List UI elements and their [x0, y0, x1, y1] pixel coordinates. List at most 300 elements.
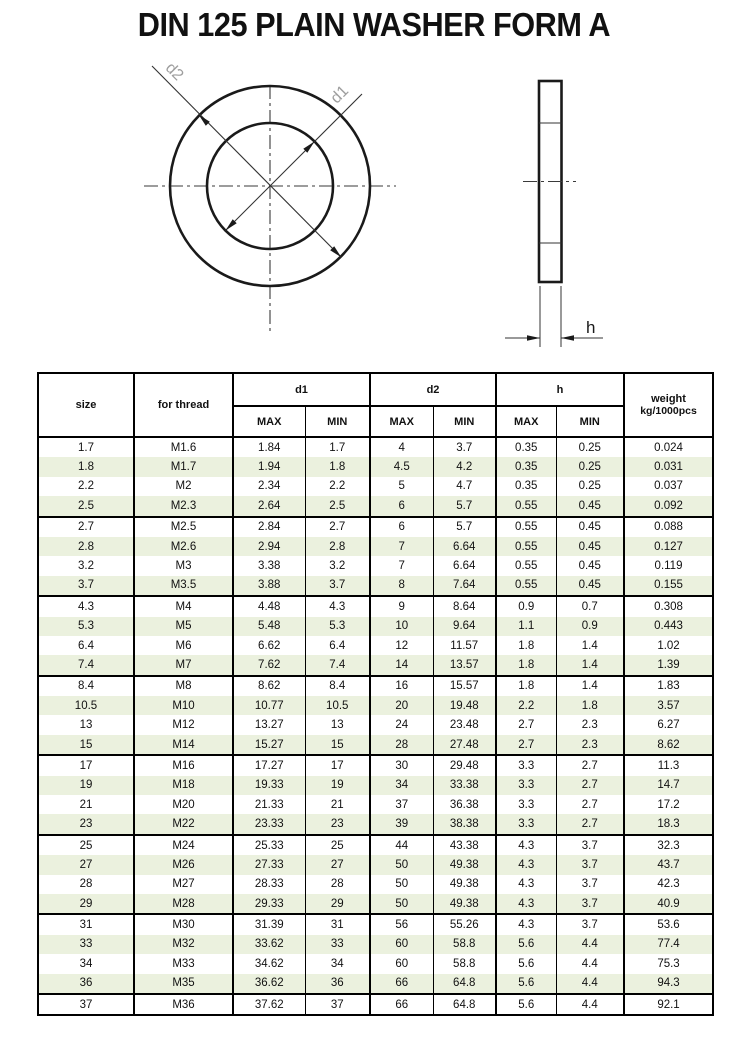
table-cell: 5.6	[496, 954, 556, 973]
table-cell: 29	[305, 894, 370, 914]
table-cell: 40.9	[657, 897, 680, 910]
table-row	[38, 954, 713, 973]
table-cell: 0.55	[496, 517, 556, 537]
table-row	[38, 715, 713, 734]
table-cell: 34	[38, 954, 134, 973]
table-cell: 7.64	[433, 576, 496, 596]
table-cell: 66	[370, 974, 433, 994]
table-row	[38, 676, 713, 696]
table-cell: M10	[134, 696, 233, 715]
table-cell: 4.3	[496, 914, 556, 934]
table-row	[38, 537, 713, 556]
table-cell: M5	[134, 617, 233, 636]
table-cell: 2.2	[305, 477, 370, 496]
table-cell: 11.3	[657, 759, 680, 772]
table-cell: 2.34	[233, 477, 305, 496]
table-cell: 2.8	[38, 537, 134, 556]
table-cell: 6.62	[233, 636, 305, 655]
table-cell: 3.88	[233, 576, 305, 596]
table-cell: 10	[370, 617, 433, 636]
table-row	[38, 655, 713, 675]
table-cell: M7	[134, 655, 233, 675]
table-row	[38, 696, 713, 715]
table-cell: 0.443	[654, 620, 683, 633]
table-row	[38, 914, 713, 934]
d1-label: d1	[327, 82, 353, 108]
table-cell: 33.38	[433, 776, 496, 795]
table-cell: 0.031	[654, 461, 683, 474]
table-cell: 27	[305, 855, 370, 874]
table-cell: M32	[134, 935, 233, 954]
table-cell: 0.088	[654, 521, 683, 534]
table-cell: 19	[305, 776, 370, 795]
table-cell: 33	[38, 935, 134, 954]
table-cell: 3.38	[233, 556, 305, 575]
table-cell: 5.6	[496, 974, 556, 994]
table-cell: 44	[370, 835, 433, 855]
table-row	[38, 576, 713, 596]
table-cell: 10.5	[305, 696, 370, 715]
table-row	[38, 735, 713, 755]
table-cell: 19.33	[233, 776, 305, 795]
table-cell: 3.57	[657, 699, 680, 712]
table-cell: 3.7	[433, 437, 496, 457]
table-cell: 28	[38, 875, 134, 894]
table-cell: 2.7	[38, 517, 134, 537]
table-cell: 58.8	[433, 935, 496, 954]
table-cell: 42.3	[657, 878, 680, 891]
table-cell: 3.7	[556, 894, 624, 914]
technical-drawing	[0, 50, 748, 372]
table-cell: 8.64	[433, 596, 496, 616]
table-cell: 2.2	[38, 477, 134, 496]
table-cell: 2.2	[496, 696, 556, 715]
table-cell: 0.024	[654, 441, 683, 454]
table-cell: 50	[370, 855, 433, 874]
weight-label-line1: weight	[651, 393, 686, 405]
table-cell: M18	[134, 776, 233, 795]
table-cell: 43.7	[657, 858, 680, 871]
table-cell: 4.3	[305, 596, 370, 616]
table-cell: M2.5	[134, 517, 233, 537]
table-cell: 29.33	[233, 894, 305, 914]
table-cell: 5.6	[496, 994, 556, 1015]
table-cell: 8.62	[657, 738, 680, 751]
table-cell: M6	[134, 636, 233, 655]
table-cell: 14	[370, 655, 433, 675]
table-cell: 15	[305, 735, 370, 755]
table-cell: 6	[370, 517, 433, 537]
table-cell: 6	[370, 496, 433, 516]
table-cell: 1.02	[657, 639, 680, 652]
table-cell: 4.3	[496, 894, 556, 914]
table-cell: 60	[370, 935, 433, 954]
table-cell: 64.8	[433, 994, 496, 1015]
col-header-size: size	[38, 373, 134, 437]
table-cell: 3.7	[556, 855, 624, 874]
table-cell: 5.7	[433, 496, 496, 516]
table-row	[38, 814, 713, 834]
table-cell: 0.55	[496, 576, 556, 596]
table-cell: 17.27	[233, 755, 305, 775]
table-cell: 0.45	[556, 576, 624, 596]
table-cell: 2.8	[305, 537, 370, 556]
table-cell: 2.84	[233, 517, 305, 537]
table-cell: M14	[134, 735, 233, 755]
table-cell: 23.48	[433, 715, 496, 734]
table-cell: 1.83	[657, 680, 680, 693]
col-header-d2: d2	[370, 373, 496, 406]
table-cell: 21.33	[233, 795, 305, 814]
table-cell: 13	[38, 715, 134, 734]
table-cell: 77.4	[657, 938, 680, 951]
table-cell: 34.62	[233, 954, 305, 973]
table-cell: M12	[134, 715, 233, 734]
table-cell: 0.155	[654, 579, 683, 592]
table-cell: 31	[38, 914, 134, 934]
table-cell: M2	[134, 477, 233, 496]
table-cell: 0.45	[556, 556, 624, 575]
table-cell: 3.3	[496, 755, 556, 775]
table-cell: 16	[370, 676, 433, 696]
table-cell: 7.62	[233, 655, 305, 675]
d2-label: d2	[161, 59, 187, 85]
table-cell: M22	[134, 814, 233, 834]
table-cell: 1.1	[496, 617, 556, 636]
table-cell: 50	[370, 875, 433, 894]
table-cell: 11.57	[433, 636, 496, 655]
table-cell: 3.2	[305, 556, 370, 575]
table-cell: M8	[134, 676, 233, 696]
table-cell: 1.8	[496, 655, 556, 675]
table-row	[38, 437, 713, 457]
table-cell: 3.7	[38, 576, 134, 596]
washer-side-view	[505, 81, 603, 347]
table-cell: 6.4	[38, 636, 134, 655]
table-cell: M26	[134, 855, 233, 874]
col-header-d1: d1	[233, 373, 370, 406]
table-cell: 4.7	[433, 477, 496, 496]
table-row	[38, 894, 713, 914]
table-cell: 28.33	[233, 875, 305, 894]
table-cell: M20	[134, 795, 233, 814]
table-cell: 6.27	[657, 719, 680, 732]
col-header-h-min: MIN	[556, 406, 624, 437]
table-cell: 8	[370, 576, 433, 596]
table-cell: 34	[305, 954, 370, 973]
table-cell: 49.38	[433, 875, 496, 894]
table-row	[38, 795, 713, 814]
table-cell: 1.4	[556, 636, 624, 655]
table-cell: 0.25	[556, 457, 624, 476]
table-cell: 36.62	[233, 974, 305, 994]
table-cell: 4.3	[496, 875, 556, 894]
table-cell: 25	[305, 835, 370, 855]
table-cell: 13	[305, 715, 370, 734]
table-cell: 49.38	[433, 894, 496, 914]
table-cell: 58.8	[433, 954, 496, 973]
table-cell: 30	[370, 755, 433, 775]
table-cell: 7	[370, 537, 433, 556]
table-cell: 8.4	[38, 676, 134, 696]
table-cell: 0.35	[496, 457, 556, 476]
weight-label-line2: kg/1000pcs	[640, 405, 697, 417]
col-header-d2-min: MIN	[433, 406, 496, 437]
table-cell: M3.5	[134, 576, 233, 596]
table-cell: 17.2	[657, 798, 680, 811]
spec-table-body	[38, 437, 713, 1015]
table-cell: 94.3	[657, 977, 680, 990]
table-cell: 1.8	[556, 696, 624, 715]
table-cell: 18.3	[657, 818, 680, 831]
table-cell: M33	[134, 954, 233, 973]
table-cell: 24	[370, 715, 433, 734]
table-row	[38, 994, 713, 1015]
table-cell: 4	[370, 437, 433, 457]
page-title	[0, 6, 748, 44]
table-row	[38, 855, 713, 874]
table-row	[38, 636, 713, 655]
table-cell: 19.48	[433, 696, 496, 715]
table-cell: 36	[38, 974, 134, 994]
table-cell: 2.64	[233, 496, 305, 516]
table-cell: 64.8	[433, 974, 496, 994]
table-cell: 2.94	[233, 537, 305, 556]
table-cell: 0.45	[556, 517, 624, 537]
table-row	[38, 935, 713, 954]
table-cell: 17	[38, 755, 134, 775]
table-cell: 2.7	[496, 715, 556, 734]
table-cell: 15.57	[433, 676, 496, 696]
d2-arrowhead-top	[199, 115, 210, 126]
table-cell: 5.48	[233, 617, 305, 636]
table-cell: 1.94	[233, 457, 305, 476]
page-title-text: DIN 125 PLAIN WASHER FORM A	[137, 6, 611, 43]
table-cell: 36	[305, 974, 370, 994]
table-cell: 21	[38, 795, 134, 814]
table-cell: 6.64	[433, 537, 496, 556]
table-row	[38, 875, 713, 894]
table-cell: 4.4	[556, 954, 624, 973]
table-cell: 5.3	[38, 617, 134, 636]
table-cell: 28	[370, 735, 433, 755]
table-cell: 0.25	[556, 437, 624, 457]
table-cell: 2.7	[556, 814, 624, 834]
table-cell: 34	[370, 776, 433, 795]
h-label: h	[586, 318, 596, 337]
table-cell: 23	[305, 814, 370, 834]
table-cell: 75.3	[657, 957, 680, 970]
table-cell: 1.8	[496, 636, 556, 655]
table-cell: 0.127	[654, 540, 683, 553]
table-cell: 56	[370, 914, 433, 934]
table-cell: 6.4	[305, 636, 370, 655]
table-cell: 4.5	[370, 457, 433, 476]
table-cell: 43.38	[433, 835, 496, 855]
table-cell: 4.2	[433, 457, 496, 476]
table-cell: M2.6	[134, 537, 233, 556]
table-cell: 0.9	[556, 617, 624, 636]
table-cell: 3.3	[496, 814, 556, 834]
table-cell: 17	[305, 755, 370, 775]
table-cell: 1.84	[233, 437, 305, 457]
table-cell: 29	[38, 894, 134, 914]
table-cell: M16	[134, 755, 233, 775]
table-cell: 7.4	[305, 655, 370, 675]
table-cell: 1.7	[38, 437, 134, 457]
table-cell: M1.6	[134, 437, 233, 457]
table-cell: 25	[38, 835, 134, 855]
table-cell: 15	[38, 735, 134, 755]
table-cell: 2.5	[38, 496, 134, 516]
table-cell: 3.2	[38, 556, 134, 575]
table-cell: M1.7	[134, 457, 233, 476]
table-cell: 0.037	[654, 480, 683, 493]
table-cell: M36	[134, 994, 233, 1015]
table-cell: 29.48	[433, 755, 496, 775]
table-cell: 9	[370, 596, 433, 616]
col-header-for-thread: for thread	[134, 373, 233, 437]
col-header-d1-max: MAX	[233, 406, 305, 437]
table-cell: 5.6	[496, 935, 556, 954]
table-cell: 1.8	[38, 457, 134, 476]
table-cell: 37	[38, 994, 134, 1015]
table-cell: 2.7	[556, 795, 624, 814]
table-cell: 0.35	[496, 437, 556, 457]
table-cell: 2.5	[305, 496, 370, 516]
table-cell: 14.7	[657, 779, 680, 792]
table-cell: 0.55	[496, 537, 556, 556]
table-cell: 4.4	[556, 935, 624, 954]
table-cell: 0.45	[556, 537, 624, 556]
table-row	[38, 974, 713, 994]
table-cell: 7	[370, 556, 433, 575]
table-cell: 39	[370, 814, 433, 834]
table-row	[38, 596, 713, 616]
table-cell: 13.27	[233, 715, 305, 734]
table-cell: 3.7	[305, 576, 370, 596]
table-cell: 33	[305, 935, 370, 954]
table-cell: 3.7	[556, 835, 624, 855]
table-cell: 21	[305, 795, 370, 814]
table-cell: 4.4	[556, 974, 624, 994]
table-cell: 20	[370, 696, 433, 715]
table-cell: 0.55	[496, 556, 556, 575]
table-row	[38, 496, 713, 516]
table-cell: 4.3	[38, 596, 134, 616]
table-cell: 1.4	[556, 655, 624, 675]
table-cell: 2.3	[556, 735, 624, 755]
table-cell: 38.38	[433, 814, 496, 834]
h-arrowhead-right	[561, 335, 574, 340]
table-cell: 1.39	[657, 658, 680, 671]
table-cell: 7.4	[38, 655, 134, 675]
table-cell: 0.45	[556, 496, 624, 516]
col-header-d1-min: MIN	[305, 406, 370, 437]
col-header-h-max: MAX	[496, 406, 556, 437]
table-cell: 27.48	[433, 735, 496, 755]
table-cell: 23	[38, 814, 134, 834]
table-cell: 31	[305, 914, 370, 934]
table-cell: 37	[305, 994, 370, 1015]
table-cell: 0.308	[654, 600, 683, 613]
table-cell: M27	[134, 875, 233, 894]
table-row	[38, 835, 713, 855]
table-cell: 8.4	[305, 676, 370, 696]
table-cell: 27	[38, 855, 134, 874]
table-cell: 50	[370, 894, 433, 914]
table-cell: 1.8	[305, 457, 370, 476]
table-cell: 37.62	[233, 994, 305, 1015]
table-cell: 27.33	[233, 855, 305, 874]
table-cell: 37	[370, 795, 433, 814]
table-cell: M4	[134, 596, 233, 616]
table-cell: 3.7	[556, 914, 624, 934]
table-row	[38, 755, 713, 775]
table-cell: 0.7	[556, 596, 624, 616]
table-cell: 2.7	[556, 755, 624, 775]
washer-spec-table	[37, 372, 714, 1016]
table-cell: 2.7	[496, 735, 556, 755]
table-cell: 1.7	[305, 437, 370, 457]
table-cell: M3	[134, 556, 233, 575]
table-cell: 49.38	[433, 855, 496, 874]
table-cell: 10.77	[233, 696, 305, 715]
table-row	[38, 457, 713, 476]
table-cell: 4.48	[233, 596, 305, 616]
table-cell: 55.26	[433, 914, 496, 934]
table-cell: 10.5	[38, 696, 134, 715]
table-cell: 4.4	[556, 994, 624, 1015]
table-cell: 25.33	[233, 835, 305, 855]
table-cell: 5	[370, 477, 433, 496]
table-cell: 13.57	[433, 655, 496, 675]
table-cell: M35	[134, 974, 233, 994]
table-cell: 66	[370, 994, 433, 1015]
table-cell: 36.38	[433, 795, 496, 814]
table-cell: M28	[134, 894, 233, 914]
table-cell: 3.3	[496, 795, 556, 814]
table-cell: 19	[38, 776, 134, 795]
table-cell: 23.33	[233, 814, 305, 834]
table-cell: 0.25	[556, 477, 624, 496]
table-cell: M30	[134, 914, 233, 934]
table-cell: 0.092	[654, 499, 683, 512]
table-cell: 2.7	[305, 517, 370, 537]
table-cell: 33.62	[233, 935, 305, 954]
table-cell: 4.3	[496, 835, 556, 855]
table-cell: 12	[370, 636, 433, 655]
table-row	[38, 517, 713, 537]
washer-front-view	[144, 60, 396, 331]
table-cell: 4.3	[496, 855, 556, 874]
table-row	[38, 556, 713, 575]
table-cell: 0.35	[496, 477, 556, 496]
col-header-h: h	[496, 373, 624, 406]
table-cell: 31.39	[233, 914, 305, 934]
table-cell: 3.3	[496, 776, 556, 795]
table-cell: 9.64	[433, 617, 496, 636]
h-arrowhead-left	[527, 335, 540, 340]
table-cell: 3.7	[556, 875, 624, 894]
table-cell: 92.1	[657, 998, 680, 1011]
table-row	[38, 617, 713, 636]
table-cell: 53.6	[657, 919, 680, 932]
table-cell: M24	[134, 835, 233, 855]
table-cell: 32.3	[657, 839, 680, 852]
table-cell: 2.7	[556, 776, 624, 795]
table-cell: 5.3	[305, 617, 370, 636]
